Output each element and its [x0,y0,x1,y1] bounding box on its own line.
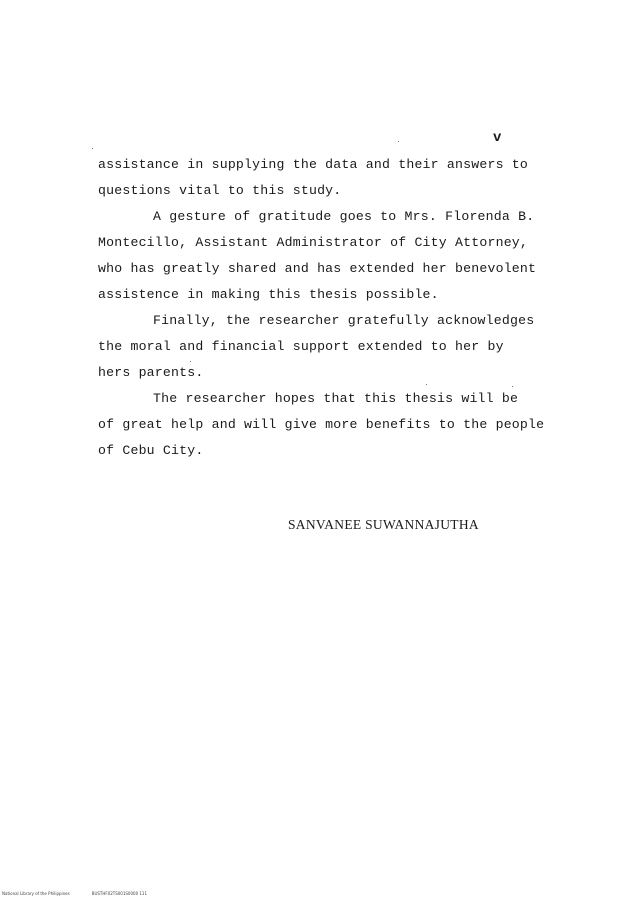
paragraph-4-line-3: of Cebu City. [98,443,204,458]
scan-footer [2,891,147,896]
scan-speck [92,148,93,149]
scan-speck [398,141,399,142]
paragraph-4-line-2: of great help and will give more benefits to the people [98,417,545,432]
paragraph-3-line-1: Finally, the researcher gratefully acknowledges [153,313,535,328]
author-signature-name: SANVANEE SUWANNAJUTHA [288,517,479,532]
footer-library-label: National Library of the Philippines [2,891,70,896]
paragraph-3-line-2: the moral and financial support extended to her by [98,339,504,354]
footer-scan-code: BUSTHF02TS001S0000 111 [91,891,148,896]
page-number: v [493,130,502,146]
paragraph-4-line-1: The researcher hopes that this thesis will be [153,391,519,406]
scan-speck [426,384,427,385]
paragraph-1-line-1: assistance in supplying the data and their answers to [98,157,529,172]
paragraph-2-line-4: assistence in making this thesis possible. [98,287,439,302]
paragraph-3-line-3: hers parents. [98,365,204,380]
scan-speck [190,361,191,362]
paragraph-2-line-2: Montecillo, Assistant Administrator of City Attorney, [98,235,529,250]
paragraph-2-line-3: who has greatly shared and has extended her benevolent [98,261,537,276]
scan-speck [512,386,513,387]
paragraph-2-line-1: A gesture of gratitude goes to Mrs. Florenda B. [153,209,535,224]
paragraph-1-line-2: questions vital to this study. [98,183,342,198]
